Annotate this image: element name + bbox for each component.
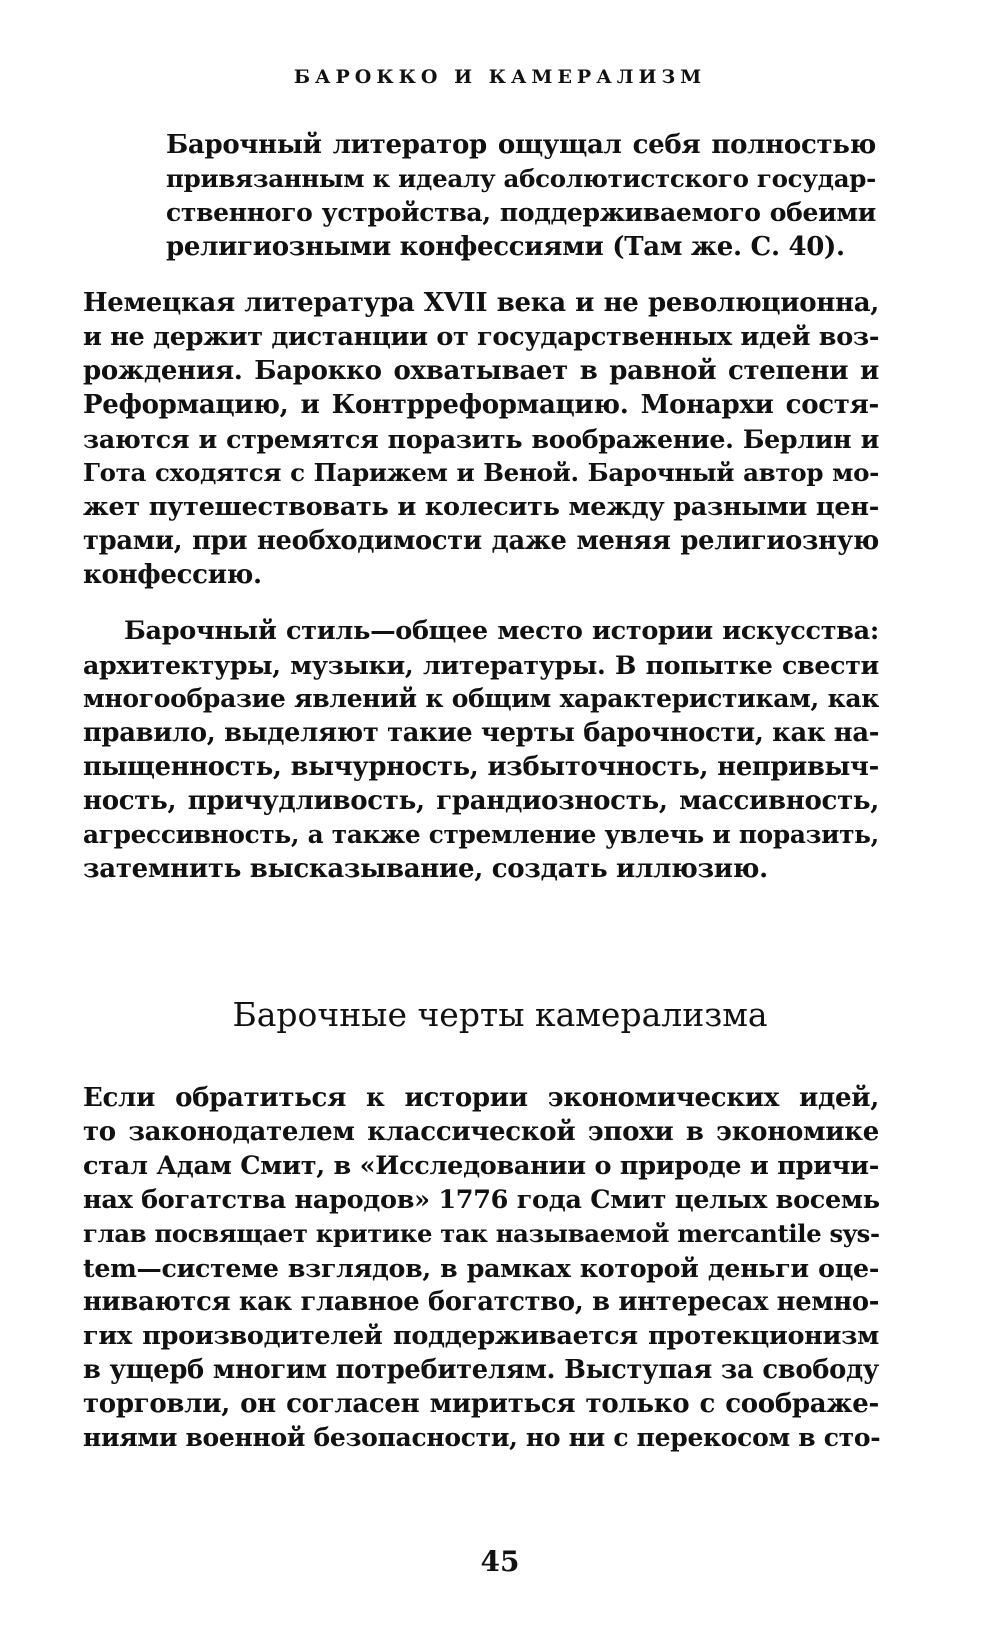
text-line: Если обратиться к истории экономических идей, — [83, 1083, 879, 1113]
text-line: затемнить высказывание, создать иллюзию. — [83, 854, 768, 884]
text-line: многообразие явлений к общим характеристикам, как — [83, 684, 879, 713]
text-line: Реформацию, и Контрреформацию. Монархи состя- — [83, 390, 879, 420]
text-line: жет путешествовать и колесить между разными цен- — [83, 492, 879, 522]
text-line: заются и стремятся поразить воображение. Берлин и — [83, 424, 879, 454]
text-line: tem—системе взглядов, в рамках которой деньги оце- — [83, 1253, 879, 1283]
page-number: 45 — [480, 1545, 520, 1578]
quote-line: Барочный литератор ощущал себя полностью — [166, 130, 876, 160]
text-line: правило, выделяют такие черты барочности, как на- — [83, 718, 880, 748]
text-line: Барочный стиль—общее место истории искусства: — [124, 616, 879, 646]
text-line: торговли, он согласен мириться только с соображе- — [83, 1389, 879, 1419]
quote-line: ственного устройства, поддерживаемого обеими — [166, 198, 876, 227]
text-line: Гота сходятся с Парижем и Веной. Барочный автор мо- — [83, 458, 879, 487]
text-line: рождения. Барокко охватывает в равной степени и — [83, 356, 879, 386]
text-line: нах богатства народов» 1776 года Смит целых восемь — [83, 1185, 880, 1215]
quote-line: религиозными конфессиями (Там же. С. 40). — [166, 232, 845, 262]
text-line: трами, при необходимости даже меняя религиозную — [83, 526, 879, 556]
text-line: агрессивность, а также стремление увлечь и поразить, — [83, 820, 879, 849]
text-line: стал Адам Смит, в «Исследовании о природе и причи- — [83, 1151, 879, 1181]
running-head: БАРОККО И КАМЕРАЛИЗМ — [293, 66, 707, 88]
text-line: ниваются как главное богатство, в интересах немно- — [83, 1287, 880, 1317]
text-line: Немецкая литература XVII века и не революционна, — [83, 288, 879, 318]
text-line: и не держит дистанции от государственных идей воз- — [83, 322, 880, 352]
text-line: архитектуры, музыки, литературы. В попытке свести — [83, 650, 879, 680]
quote-line: привязанным к идеалу абсолютистского государ- — [166, 164, 876, 193]
text-line: конфессию. — [83, 560, 262, 590]
text-line: ниями военной безопасности, но ни с перекосом в сто- — [83, 1423, 881, 1452]
text-line: в ущерб многим потребителям. Выступая за свободу — [83, 1355, 879, 1385]
section-heading: Барочные черты камерализма — [232, 995, 768, 1034]
text-line: ность, причудливость, грандиозность, массивность, — [83, 786, 879, 816]
text-line: пыщенность, вычурность, избыточность, непривыч- — [83, 752, 879, 782]
text-line: то законодателем классической эпохи в экономике — [83, 1117, 879, 1147]
text-line: гих производителей поддерживается протекционизм — [83, 1321, 879, 1351]
text-line: глав посвящает критике так называемой mercantile sys- — [83, 1219, 880, 1248]
